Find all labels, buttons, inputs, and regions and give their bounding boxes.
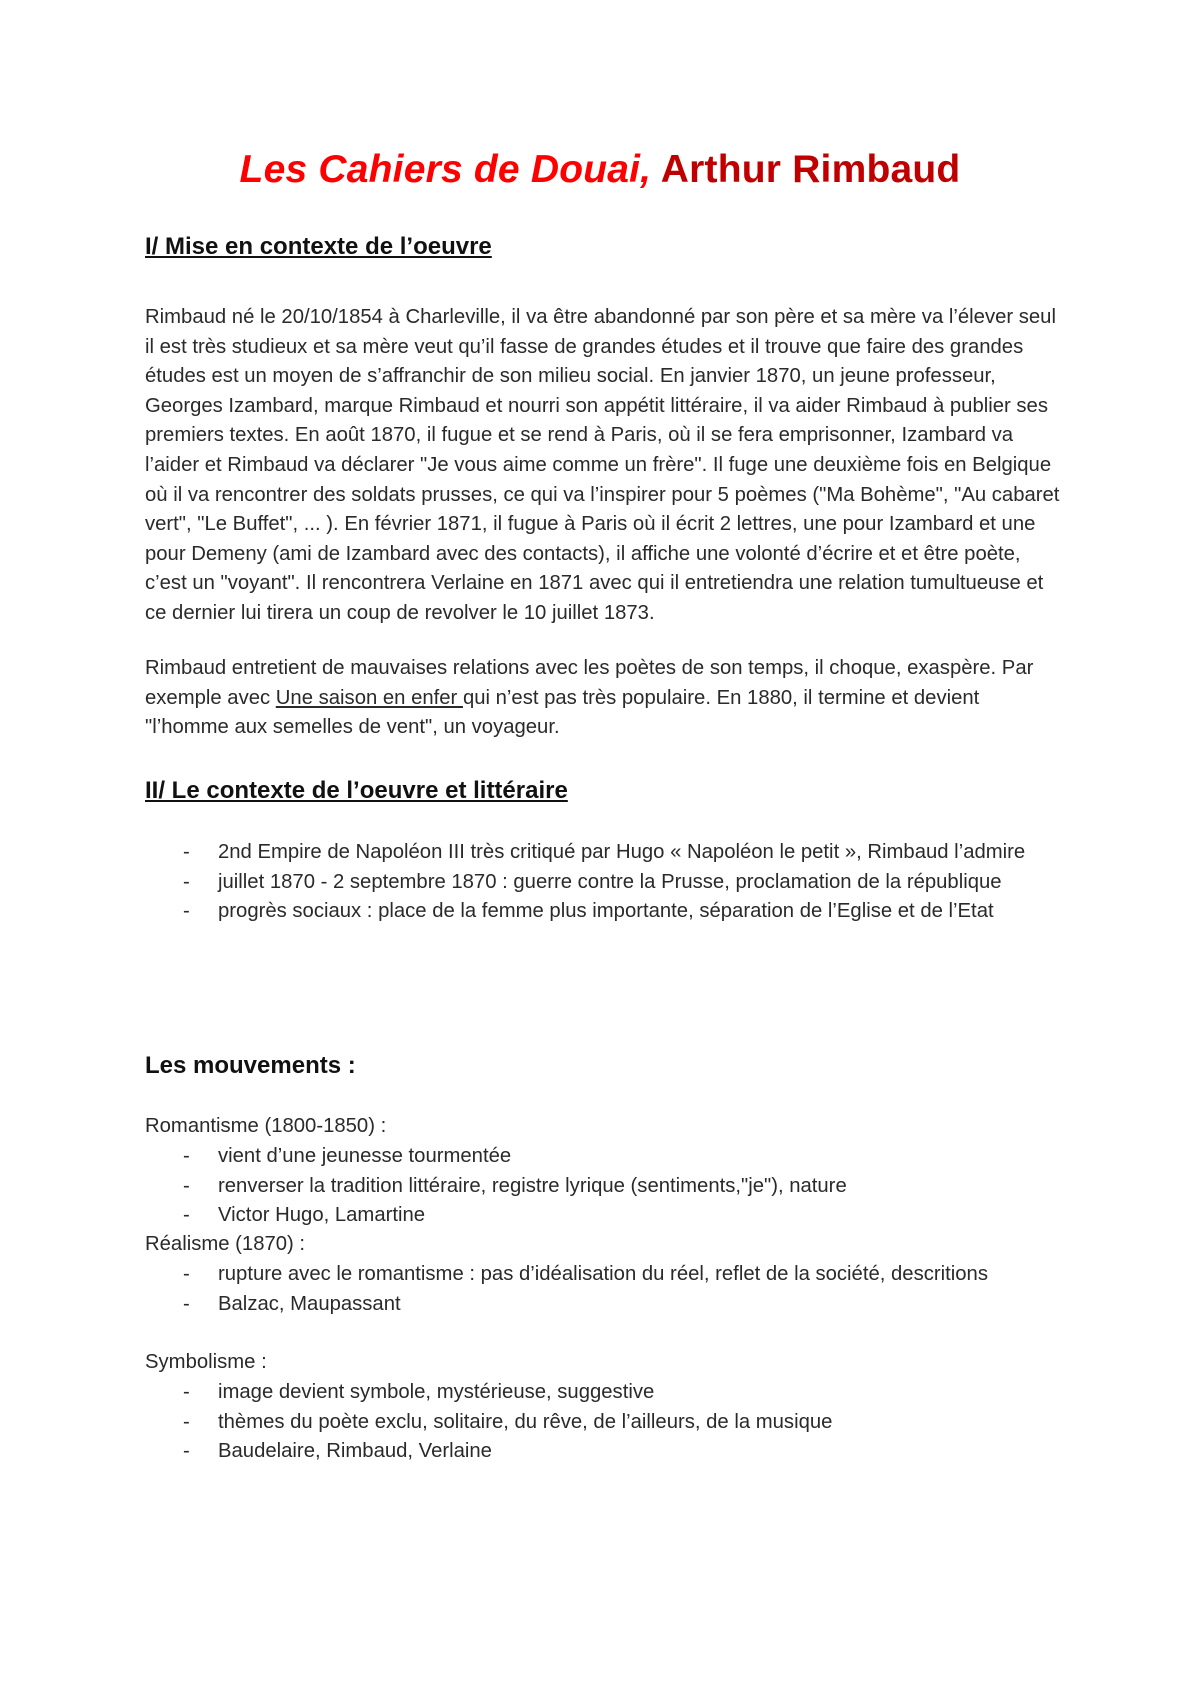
list-item: - image devient symbole, mystérieuse, suggestive: [145, 1378, 1045, 1408]
page-title: [0, 148, 1200, 192]
biography-paragraph: Rimbaud né le 20/10/1854 à Charleville, il va être abandonné par son père et sa mère va l’élever seul il est très studieux et sa mère veut qu’il fasse de grandes études et il trouve que faire des grandes études est un moyen de s’affranchir de son milieu social. En janvier 1870, un jeune professeur, Georges Izambard, marque Rimbaud et nourri son appétit littéraire, il va aider Rimbaud à publier ses premiers textes. En août 1870, il fugue et se rend à Paris, où il se fera emprisonner, Izambard va l’aider et Rimbaud va déclarer "Je vous aime comme un frère". Il fuge une deuxième fois en Belgique où il va rencontrer des soldats prusses, ce qui va l’inspirer pour 5 poèmes ("Ma Bohème", "Au cabaret vert", "Le Buffet", ... ). En février 1871, il fugue à Paris où il écrit 2 lettres, une pour Izambard et une pour Demeny (ami de Izambard avec des contacts), il affiche une volonté d’écrire et et être poète, c’est un "voyant". Il rencontrera Verlaine en 1871 avec qui il entretiendra une relation tumultueuse et ce dernier lui tirera un coup de revolver le 10 juillet 1873.: [145, 306, 1060, 624]
work-title-underlined: Une saison en enfer: [275, 686, 463, 709]
romantisme-label: Romantisme (1800-1850) :: [145, 1115, 387, 1137]
relations-text-end: qui n’est pas très populaire. En 1880, il termine et devient "l’homme aux semelles de vent", un voyageur.: [145, 686, 980, 739]
list-item: - 2nd Empire de Napoléon III très critiqué par Hugo « Napoléon le petit », Rimbaud l’admire: [145, 838, 1045, 868]
movements-heading: Les mouvements :: [145, 1052, 356, 1079]
title-author: Arthur Rimbaud: [651, 148, 961, 191]
symbolisme-list: [145, 1378, 1045, 1467]
realisme-list: [145, 1260, 1005, 1319]
list-item: - juillet 1870 - 2 septembre 1870 : guerre contre la Prusse, proclamation de la république: [145, 868, 1045, 898]
list-item: - Balzac, Maupassant: [145, 1290, 1005, 1320]
relations-paragraph: [145, 654, 1065, 743]
realisme-label: Réalisme (1870) :: [145, 1233, 306, 1255]
list-item: - thèmes du poète exclu, solitaire, du rêve, de l’ailleurs, de la musique: [145, 1408, 1045, 1438]
list-item: - vient d’une jeunesse tourmentée: [145, 1142, 1045, 1172]
romantisme-list: [145, 1142, 1045, 1231]
symbolisme-label: Symbolisme :: [145, 1351, 267, 1373]
list-item: - progrès sociaux : place de la femme plus importante, séparation de l’Eglise et de l’Etat: [145, 897, 1045, 927]
list-item: - Baudelaire, Rimbaud, Verlaine: [145, 1437, 1045, 1467]
context-list: [145, 838, 1045, 927]
section-heading-context: I/ Mise en contexte de l’oeuvre: [145, 233, 492, 260]
section-heading-literary-context: II/ Le contexte de l’oeuvre et littéraire: [145, 777, 568, 804]
title-work: Les Cahiers de Douai,: [239, 148, 652, 191]
list-item: - rupture avec le romantisme : pas d’idéalisation du réel, reflet de la société, descritions: [145, 1260, 1005, 1290]
list-item: - renverser la tradition littéraire, registre lyrique (sentiments,"je"), nature: [145, 1172, 1045, 1202]
list-item: - Victor Hugo, Lamartine: [145, 1201, 1045, 1231]
relations-text-start: Rimbaud entretient de mauvaises relations avec les poètes de son temps, il choque, exaspère. Par exemple avec: [145, 657, 1034, 709]
